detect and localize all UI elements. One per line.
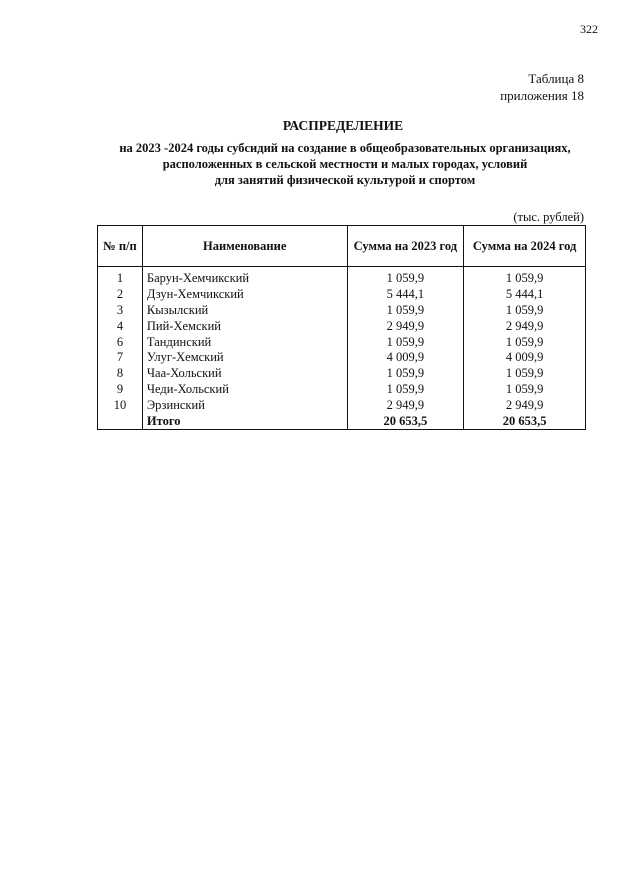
subtitle-line: расположенных в сельской местности и малых городах, условий (162, 157, 528, 171)
table-row (98, 267, 586, 287)
document-subtitle (110, 140, 580, 188)
row-name: Чеди-Хольский (142, 382, 347, 398)
row-name: Пий-Хемский (142, 318, 347, 334)
row-sum-2023: 1 059,9 (347, 366, 464, 382)
table-row (98, 303, 586, 319)
row-sum-2023: 5 444,1 (347, 287, 464, 303)
header-sum-2024: Сумма на 2024 год (464, 226, 586, 267)
total-sum-2023: 20 653,5 (347, 413, 464, 429)
row-sum-2024: 5 444,1 (464, 287, 586, 303)
row-name: Тандинский (142, 334, 347, 350)
table-row (98, 350, 586, 366)
header-number: № п/п (98, 226, 143, 267)
row-sum-2023: 2 949,9 (347, 397, 464, 413)
table-row (98, 287, 586, 303)
subtitle-line: для занятий физической культурой и спортом (214, 173, 476, 187)
row-number: 4 (98, 318, 143, 334)
row-number: 10 (98, 397, 143, 413)
row-sum-2023: 1 059,9 (347, 303, 464, 319)
row-name: Эрзинский (142, 397, 347, 413)
row-sum-2024: 1 059,9 (464, 303, 586, 319)
row-number: 9 (98, 382, 143, 398)
row-sum-2023: 1 059,9 (347, 267, 464, 287)
total-label: Итого (142, 413, 347, 429)
row-number: 8 (98, 366, 143, 382)
row-name: Улуг-Хемский (142, 350, 347, 366)
row-sum-2023: 4 009,9 (347, 350, 464, 366)
row-sum-2024: 2 949,9 (464, 397, 586, 413)
table-reference: Таблица 8 (528, 71, 584, 86)
row-number: 6 (98, 334, 143, 350)
total-number-cell (98, 413, 143, 429)
table-row (98, 382, 586, 398)
row-sum-2023: 2 949,9 (347, 318, 464, 334)
page-number: 322 (580, 22, 598, 36)
row-name: Чаа-Хольский (142, 366, 347, 382)
total-sum-2024: 20 653,5 (464, 413, 586, 429)
row-sum-2023: 1 059,9 (347, 334, 464, 350)
header-sum-2023: Сумма на 2023 год (347, 226, 464, 267)
row-sum-2023: 1 059,9 (347, 382, 464, 398)
row-sum-2024: 1 059,9 (464, 366, 586, 382)
row-sum-2024: 1 059,9 (464, 267, 586, 287)
row-sum-2024: 2 949,9 (464, 318, 586, 334)
row-number: 3 (98, 303, 143, 319)
row-name: Дзун-Хемчикский (142, 287, 347, 303)
row-number: 1 (98, 267, 143, 287)
distribution-table (97, 225, 586, 430)
table-row (98, 334, 586, 350)
row-sum-2024: 1 059,9 (464, 382, 586, 398)
row-name: Кызылский (142, 303, 347, 319)
row-number: 2 (98, 287, 143, 303)
appendix-reference: приложения 18 (500, 88, 584, 103)
table-row (98, 366, 586, 382)
table-header-row (98, 226, 586, 267)
row-name: Барун-Хемчикский (142, 267, 347, 287)
table-row (98, 397, 586, 413)
subtitle-line: на 2023 -2024 годы субсидий на создание в общеобразовательных организациях, (119, 141, 571, 155)
row-number: 7 (98, 350, 143, 366)
header-name: Наименование (142, 226, 347, 267)
row-sum-2024: 4 009,9 (464, 350, 586, 366)
table-total-row (98, 413, 586, 429)
table-row (98, 318, 586, 334)
units-label: (тыс. рублей) (513, 210, 584, 224)
row-sum-2024: 1 059,9 (464, 334, 586, 350)
document-title: РАСПРЕДЕЛЕНИЕ (282, 118, 404, 133)
